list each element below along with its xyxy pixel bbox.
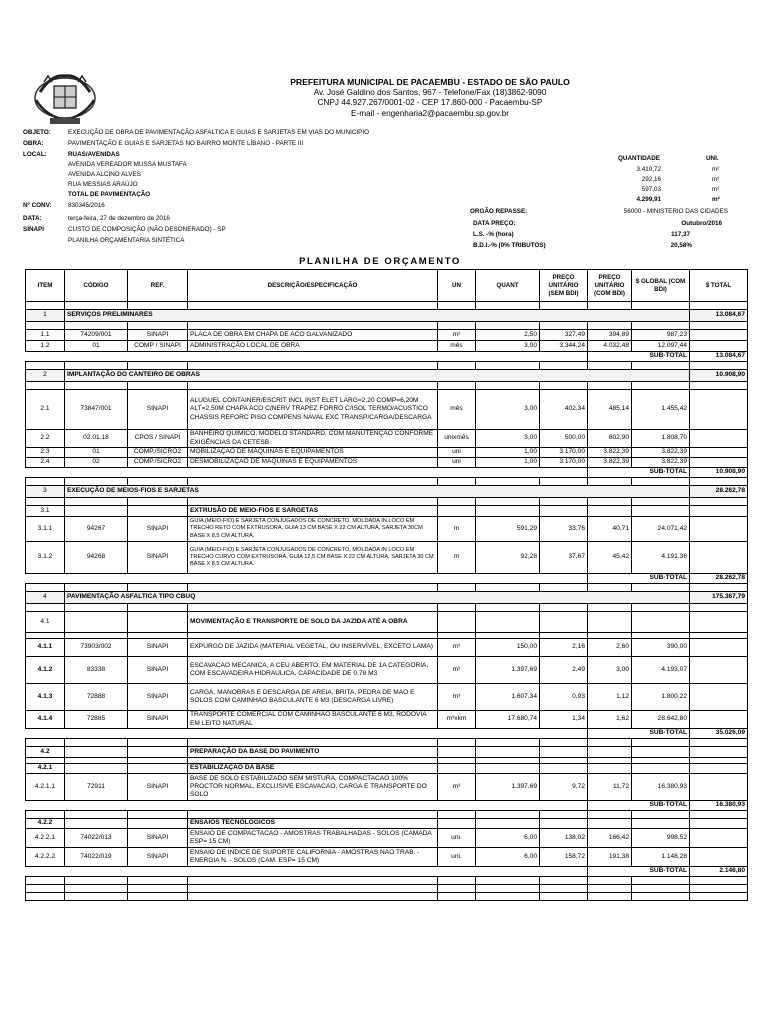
row-total (690, 848, 748, 867)
row-item: 4.2.2.2 (26, 848, 65, 867)
subtotal-row (26, 574, 748, 584)
table-row (26, 684, 748, 711)
group-row (26, 819, 748, 829)
bdi-label: B.D.I.-% (0% TRIBUTOS) (473, 242, 546, 249)
row-global: 1.148,28 (632, 848, 690, 867)
row-descricao: ESTABILIZAÇÃO DA BASE (188, 764, 438, 774)
subtotal-row (26, 729, 748, 739)
row-preco-com: 2,60 (588, 639, 632, 657)
table-row (26, 848, 748, 867)
row-descricao: BANHEIRO QUÍMICO, MODELO STANDARD, COM MANUTENÇÃO CONFORME EXIGÊNCIAS DA CETESB (188, 430, 438, 448)
section-title: SERVIÇOS PRELIMINARES (65, 310, 690, 322)
row-quant: 2,50 (476, 330, 540, 341)
section-total: 13.084,67 (690, 310, 748, 322)
row-quant: 6,00 (476, 829, 540, 848)
spacer-row (26, 478, 748, 486)
row-global: 998,52 (632, 829, 690, 848)
planilha-sintetica: PLANILHA ORÇAMENTARIA SINTÉTICA (68, 237, 185, 244)
row-quant: 3,00 (476, 430, 540, 448)
sinapi-label: SINAPI (23, 226, 44, 233)
row-global: 4.193,07 (632, 657, 690, 684)
row-quant: 6,00 (476, 848, 540, 867)
row-descricao: ALUGUEL CONTAINER/ESCRIT INCL INST ELET LARG=2,20 COMP=6,20M ALT=2,50M CHAPA ACO C/NERV TRAPEZ FORRO C/ISOL TERMO/ACUSTICO CHASSIS REFORC PISO COMPENS NAVAL EXC TRANSP/CARGA/DESCARGA (188, 390, 438, 430)
row-preco-com: 45,42 (588, 542, 632, 574)
row-ref: SINAPI (128, 684, 188, 711)
spacer-row (26, 302, 748, 310)
row-global: 4.191,36 (632, 542, 690, 574)
section-total: 10.908,90 (690, 370, 748, 382)
row-codigo: 01 (65, 448, 128, 458)
row-preco-sem: 2,49 (540, 657, 588, 684)
row-descricao: ENSAIO DE COMPACTACAO - AMOSTRAS TRABALHADAS - SOLOS (CAMADA ESP= 15 CM) (188, 829, 438, 848)
spacer-row (26, 739, 748, 747)
row-ref: CPOS / SINAPI (128, 430, 188, 448)
subtotal-label: SUB-TOTAL (588, 801, 690, 811)
row-item: 4.2.2 (26, 819, 65, 829)
row-descricao: DESMOBILIZAÇÃO DE MÁQUINAS E EQUIPAMENTOS (188, 458, 438, 468)
data-value: terça-feira, 27 de dezembro de 2016 (68, 215, 170, 222)
row-preco-sem: 500,00 (540, 430, 588, 448)
total-pavimentacao-label: TOTAL DE PAVIMENTAÇÃO (68, 191, 151, 198)
unit-total: m² (712, 196, 720, 203)
row-descricao: MOVIMENTAÇÃO E TRANSPORTE DE SOLO DA JAZIDA ATÉ A OBRA (188, 612, 438, 633)
subtotal-row (26, 352, 748, 362)
data-label: DATA: (23, 215, 42, 222)
row-ref: COMP / SINAPI (128, 341, 188, 352)
table-header-row (26, 270, 748, 302)
row-ref: COMP./SICRO2 (128, 458, 188, 468)
row-descricao: EXTRUSÃO DE MEIO-FIOS E SARGETAS (188, 506, 438, 517)
row-item: 4.1.4 (26, 711, 65, 729)
row-total (690, 711, 748, 729)
spacer-row (26, 322, 748, 330)
header-cnpj: CNPJ 44.927.267/0001-02 - CEP 17.860-000 - Pacaembu-SP (317, 98, 543, 107)
orgao-value: 56000 - MINISTERIO DAS CIDADES (623, 208, 728, 215)
sinapi-value: CUSTO DE COMPOSIÇÃO (NÃO DESONERADO) - SP (68, 226, 226, 233)
table-row (26, 390, 748, 430)
row-total (690, 448, 748, 458)
row-preco-com: 1,62 (588, 711, 632, 729)
row-total (690, 458, 748, 468)
row-descricao: ENSAIOS TECNOLÓGICOS (188, 819, 438, 829)
qty-2: 292,16 (641, 176, 661, 183)
spacer-row (26, 604, 748, 612)
row-preco-sem: 33,76 (540, 517, 588, 542)
row-codigo: 01 (65, 341, 128, 352)
street-2: AVENIDA ALCINO ALVES (68, 171, 141, 178)
subtotal-value: 10.908,90 (690, 468, 748, 478)
row-un: mês (438, 341, 476, 352)
row-quant: 1,00 (476, 448, 540, 458)
row-global: 987,23 (632, 330, 690, 341)
row-codigo: 73903/002 (65, 639, 128, 657)
row-item: 3.1.1 (26, 517, 65, 542)
row-ref: SINAPI (128, 542, 188, 574)
table-row (26, 448, 748, 458)
section-row (26, 310, 748, 322)
row-preco-com: 3,00 (588, 657, 632, 684)
row-preco-com: 3.822,39 (588, 448, 632, 458)
row-global: 12.097,44 (632, 341, 690, 352)
group-row (26, 506, 748, 517)
row-item: 3.1.2 (26, 542, 65, 574)
section-item: 2 (26, 370, 65, 382)
row-codigo: 74022/019 (65, 848, 128, 867)
col-codigo: CÓDIGO (65, 270, 128, 302)
row-descricao: GUIA (MEIO-FIO) E SARJETA CONJUGADOS DE CONCRETO, MOLDADA IN LOCO EM TRECHO RETO COM EXTRUSORA, GUIA 13 CM BASE X 22 CM ALTURA, SARJETA 30CM BASE X 8,5 CM ALTURA. (188, 517, 438, 542)
row-ref: SINAPI (128, 390, 188, 430)
row-total (690, 657, 748, 684)
row-quant: 3,00 (476, 341, 540, 352)
header-email: E-mail - engenharia2@pacaembu.sp.gov.br (351, 108, 509, 118)
row-un: mês (438, 390, 476, 430)
row-quant: 150,00 (476, 639, 540, 657)
row-quant: 591,29 (476, 517, 540, 542)
row-un: m³ (438, 684, 476, 711)
row-preco-sem: 37,67 (540, 542, 588, 574)
row-item: 2.3 (26, 448, 65, 458)
quantities-block (606, 150, 746, 210)
section-row (26, 486, 748, 498)
row-un: m (438, 517, 476, 542)
table-row (26, 711, 748, 729)
row-preco-com: 40,71 (588, 517, 632, 542)
row-total (690, 517, 748, 542)
spacer-row (26, 877, 748, 885)
quantidade-header: QUANTIDADE (618, 155, 660, 162)
row-item: 1.1 (26, 330, 65, 341)
qty-1: 3.410,72 (636, 166, 661, 173)
row-preco-com: 394,89 (588, 330, 632, 341)
col-total: $ TOTAL (690, 270, 748, 302)
row-codigo: 94267 (65, 517, 128, 542)
subtotal-value: 13.084,67 (690, 352, 748, 362)
row-codigo: 74022/013 (65, 829, 128, 848)
row-item: 2.1 (26, 390, 65, 430)
street-3: RUA MESSIAS ARAÚJO (68, 181, 138, 188)
row-global: 1.455,42 (632, 390, 690, 430)
col-ref: REF. (128, 270, 188, 302)
row-item: 2.2 (26, 430, 65, 448)
row-un: uni. (438, 829, 476, 848)
subtotal-row (26, 801, 748, 811)
obra-value: PAVIMENTAÇÃO E GUIAS E SARJETAS NO BAIRRO MONTE LÍBANO - PARTE III (68, 140, 304, 147)
row-preco-sem: 3.344,24 (540, 341, 588, 352)
row-preco-com: 1,12 (588, 684, 632, 711)
row-total (690, 829, 748, 848)
section-row (26, 370, 748, 382)
row-descricao: PLACA DE OBRA EM CHAPA DE ACO GALVANIZADO (188, 330, 438, 341)
ls-value: 117,37 (671, 231, 690, 238)
row-preco-sem: 158,72 (540, 848, 588, 867)
section-item: 4 (26, 592, 65, 604)
subtotal-value: 16.380,93 (690, 801, 748, 811)
row-total (690, 542, 748, 574)
row-global: 390,00 (632, 639, 690, 657)
local-label: LOCAL: (23, 151, 47, 158)
row-quant: 1.607,34 (476, 684, 540, 711)
row-un: uni. (438, 848, 476, 867)
row-un: m³ (438, 657, 476, 684)
table-row (26, 430, 748, 448)
row-preco-com: 602,90 (588, 430, 632, 448)
row-item: 3.1 (26, 506, 65, 517)
header-title: PREFEITURA MUNICIPAL DE PACAEMBU - ESTADO DE SÃO PAULO (290, 77, 570, 87)
row-codigo: 74209/001 (65, 330, 128, 341)
row-preco-com: 166,42 (588, 829, 632, 848)
budget-table (25, 269, 748, 901)
section-total: 28.262,78 (690, 486, 748, 498)
row-descricao: ENSAIO DE INDICE DE SUPORTE CALIFORNIA - AMOSTRAS NAO TRAB. - ENERGIA N. - SOLOS (CAM. ESP= 15 CM) (188, 848, 438, 867)
row-quant: 3,00 (476, 390, 540, 430)
section-title: IMPLANTAÇÃO DO CANTEIRO DE OBRAS (65, 370, 690, 382)
row-ref: SINAPI (128, 711, 188, 729)
row-item: 1.2 (26, 341, 65, 352)
col-preco-sem-bdi: PREÇO UNITÁRIO (SEM BDI) (540, 270, 588, 302)
row-item: 4.1.1 (26, 639, 65, 657)
unit-1: m² (712, 166, 720, 173)
table-row (26, 341, 748, 352)
uni-header: UNI. (706, 155, 719, 162)
row-preco-sem: 138,02 (540, 829, 588, 848)
row-preco-sem: 0,93 (540, 684, 588, 711)
row-item: 4.2.1 (26, 764, 65, 774)
table-row (26, 542, 748, 574)
row-codigo: 02 (65, 458, 128, 468)
col-item: ITEM (26, 270, 65, 302)
local-value: RUAS/AVENIDAS (68, 151, 120, 158)
ls-label: L.S. -% (hora) (473, 231, 514, 238)
row-descricao: TRANSPORTE COMERCIAL COM CAMINHAO BASCULANTE 6 M3, RODOVIA EM LEITO NATURAL (188, 711, 438, 729)
row-preco-sem: 3.170,00 (540, 458, 588, 468)
subtotal-label: SUB-TOTAL (588, 867, 690, 877)
subtotal-label: SUB-TOTAL (588, 574, 690, 584)
subtotal-label: SUB-TOTAL (588, 468, 690, 478)
row-descricao: ESCAVACAO MECANICA, A CEU ABERTO, EM MATERIAL DE 1A CATEGORIA, COM ESCAVADEIRA HIDRAULICA, CAPACIDADE DE 0,78 M3 (188, 657, 438, 684)
col-descricao: DESCRIÇÃO/ESPECIFICAÇÃO (188, 270, 438, 302)
group-row (26, 612, 748, 633)
row-total (690, 330, 748, 341)
group-row (26, 764, 748, 774)
obra-label: OBRA: (23, 140, 44, 147)
row-quant: 92,28 (476, 542, 540, 574)
orgao-label: ORGÃO REPASSE: (470, 208, 528, 215)
row-item: 4.2.2.1 (26, 829, 65, 848)
row-preco-com: 3.822,39 (588, 458, 632, 468)
table-row (26, 458, 748, 468)
row-total (690, 774, 748, 801)
row-ref: SINAPI (128, 657, 188, 684)
row-ref: SINAPI (128, 330, 188, 341)
row-codigo: 72885 (65, 711, 128, 729)
letterhead (230, 77, 630, 119)
row-global: 1.800,22 (632, 684, 690, 711)
row-preco-com: 191,38 (588, 848, 632, 867)
section-item: 3 (26, 486, 65, 498)
row-item: 4.1 (26, 612, 65, 633)
bdi-value: 20,58% (670, 242, 692, 249)
row-quant: 17.680,74 (476, 711, 540, 729)
row-preco-sem: 327,49 (540, 330, 588, 341)
row-codigo: 83338 (65, 657, 128, 684)
row-preco-sem: 1,34 (540, 711, 588, 729)
subtotal-label: SUB-TOTAL (588, 729, 690, 739)
row-un: m³ (438, 774, 476, 801)
spacer-row (26, 498, 748, 506)
col-preco-com-bdi: PREÇO UNITÁRIO (COM BDI) (588, 270, 632, 302)
row-total (690, 684, 748, 711)
row-descricao: GUIA (MEIO-FIO) E SARJETA CONJUGADOS DE CONCRETO, MOLDADA IN LOCO EM TRECHO CURVO COM EXTRUSORA, GUIA 12,5 CM BASE X 22 CM ALTURA, SARJETA 30 CM BASE X 8,5 CM ALTURA. (188, 542, 438, 574)
row-codigo: 73847/001 (65, 390, 128, 430)
row-preco-com: 11,72 (588, 774, 632, 801)
conv-value: 830345/2016 (68, 202, 105, 209)
row-global: 3.822,39 (632, 448, 690, 458)
row-descricao: EXPURGO DE JAZIDA (MATERIAL VEGETAL, OU INSERVÍVEL, EXCETO LAMA) (188, 639, 438, 657)
row-preco-com: 4.032,48 (588, 341, 632, 352)
table-row (26, 657, 748, 684)
row-global: 16.380,93 (632, 774, 690, 801)
row-un: m (438, 542, 476, 574)
section-item: 1 (26, 310, 65, 322)
row-total (690, 639, 748, 657)
data-preco-value: Outubro/2016 (681, 220, 722, 227)
row-preco-sem: 3.170,00 (540, 448, 588, 458)
subtotal-row (26, 867, 748, 877)
row-item: 2.4 (26, 458, 65, 468)
table-row (26, 774, 748, 801)
section-total: 175.367,79 (690, 592, 748, 604)
col-quant: QUANT (476, 270, 540, 302)
table-row (26, 639, 748, 657)
row-global: 28.642,80 (632, 711, 690, 729)
subtotal-label: SUB-TOTAL (588, 352, 690, 362)
row-ref: SINAPI (128, 774, 188, 801)
spacer-row (26, 893, 748, 901)
conv-label: Nº CONV: (23, 202, 52, 209)
group-row (26, 747, 748, 758)
subtotal-row (26, 468, 748, 478)
row-descricao: BASE DE SOLO ESTABILIZADO SEM MISTURA, COMPACTACAO 100% PROCTOR NORMAL, EXCLUSIVE ESCAVACAO, CARGA E TRANSPORTE DO SOLO (188, 774, 438, 801)
row-preco-sem: 2,16 (540, 639, 588, 657)
row-un: m³xkm (438, 711, 476, 729)
objeto-value: EXECUÇÃO DE OBRA DE PAVIMENTAÇÃO ASFALTICA E GUIAS E SARJETAS EM VIAS DO MUNICIPIO (68, 129, 370, 136)
row-ref: COMP./SICRO2 (128, 448, 188, 458)
row-ref: SINAPI (128, 639, 188, 657)
row-preco-sem: 9,72 (540, 774, 588, 801)
row-preco-sem: 402,34 (540, 390, 588, 430)
row-ref: SINAPI (128, 517, 188, 542)
row-preco-com: 485,14 (588, 390, 632, 430)
spacer-row (26, 382, 748, 390)
row-codigo: 72911 (65, 774, 128, 801)
row-quant: 1.397,69 (476, 774, 540, 801)
data-preco-label: DATA PREÇO: (473, 220, 516, 227)
row-un: unixmês (438, 430, 476, 448)
table-row (26, 829, 748, 848)
spacer-row (26, 362, 748, 370)
qty-3: 597,03 (641, 186, 661, 193)
subtotal-value: 2.146,80 (690, 867, 748, 877)
row-un: uni (438, 448, 476, 458)
table-row (26, 517, 748, 542)
row-global: 1.808,70 (632, 430, 690, 448)
spacer-row (26, 584, 748, 592)
section-row (26, 592, 748, 604)
row-item: 4.2.1.1 (26, 774, 65, 801)
table-row (26, 330, 748, 341)
row-global: 3.822,39 (632, 458, 690, 468)
unit-2: m² (712, 176, 720, 183)
row-item: 4.2 (26, 747, 65, 758)
row-descricao: PREPARAÇÃO DA BASE DO PAVIMENTO (188, 747, 438, 758)
col-global: $ GLOBAL (COM BDI) (632, 270, 690, 302)
spacer-row (26, 885, 748, 893)
section-title: EXECUÇÃO DE MEIOS-FIOS E SARJETAS (65, 486, 690, 498)
row-un: uni (438, 458, 476, 468)
repasse-block (470, 203, 750, 253)
section-title: PAVIMENTAÇÃO ASFALTICA TIPO CBUQ (65, 592, 690, 604)
col-un: UN (438, 270, 476, 302)
header-address: Av. José Galdino dos Santos, 967 - Telefone/Fax (18)3862-9090 (313, 87, 547, 97)
row-total (690, 430, 748, 448)
row-descricao: MOBILIZAÇÃO DE MÁQUINAS E EQUIPAMENTOS (188, 448, 438, 458)
row-total (690, 341, 748, 352)
row-ref: SINAPI (128, 829, 188, 848)
row-quant: 1.397,69 (476, 657, 540, 684)
subtotal-value: 28.262,78 (690, 574, 748, 584)
row-codigo: 72888 (65, 684, 128, 711)
spacer-row (26, 811, 748, 819)
row-codigo: 94268 (65, 542, 128, 574)
planilha-title: PLANILHA DE ORÇAMENTO (299, 256, 461, 267)
row-un: m³ (438, 639, 476, 657)
row-descricao: ADMINISTRAÇÃO LOCAL DE OBRA (188, 341, 438, 352)
row-ref: SINAPI (128, 848, 188, 867)
subtotal-value: 35.026,09 (690, 729, 748, 739)
row-item: 4.1.2 (26, 657, 65, 684)
row-global: 24.071,42 (632, 517, 690, 542)
row-un: m² (438, 330, 476, 341)
coat-of-arms-seal (32, 70, 98, 130)
row-codigo: 02.01.18 (65, 430, 128, 448)
qty-total: 4.299,91 (636, 196, 661, 203)
objeto-label: OBJETO: (23, 129, 51, 136)
unit-3: m² (712, 186, 720, 193)
row-total (690, 390, 748, 430)
row-quant: 1,00 (476, 458, 540, 468)
row-item: 4.1.3 (26, 684, 65, 711)
row-descricao: CARGA, MANOBRAS E DESCARGA DE AREIA, BRITA, PEDRA DE MAO E SOLOS COM CAMINHAO BASCULANTE 6 M3 (DESCARGA LIVRE) (188, 684, 438, 711)
street-1: AVENIDA VEREADOR MUSSA MUSTAFA (68, 161, 187, 168)
